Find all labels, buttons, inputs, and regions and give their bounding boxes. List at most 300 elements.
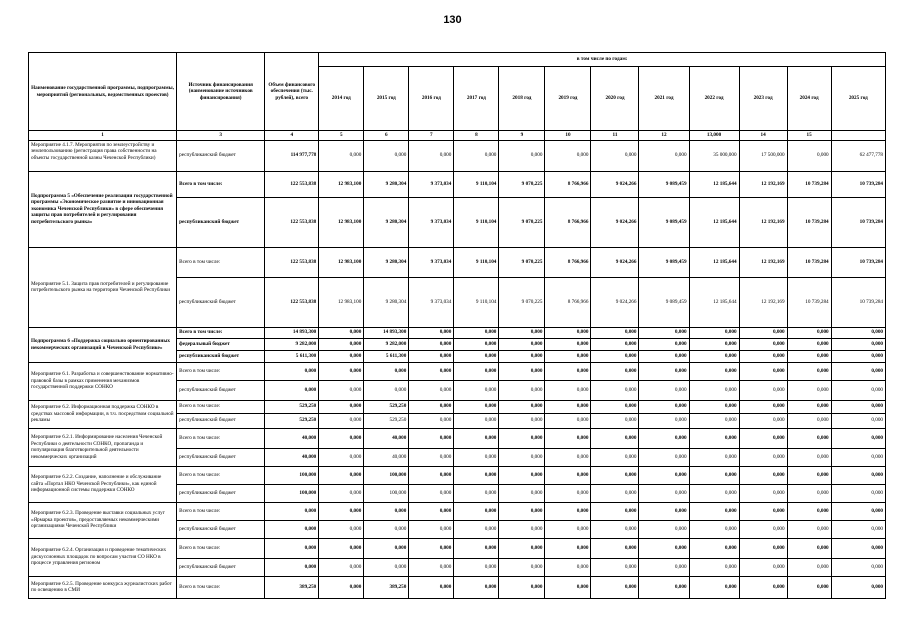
year-value: 0,000 — [689, 338, 739, 350]
year-value: 0,000 — [739, 502, 787, 520]
year-value: 0,000 — [364, 538, 409, 558]
column-number: 15 — [787, 131, 831, 141]
row-total: 9 282,000 — [265, 338, 319, 350]
year-value: 0,000 — [364, 502, 409, 520]
year-value: 0,000 — [454, 558, 499, 576]
year-value: 0,000 — [499, 448, 545, 466]
year-value: 0,000 — [787, 576, 831, 598]
year-value: 9 280,304 — [364, 171, 409, 197]
row-source: Всего в том числе: — [177, 400, 265, 413]
column-number: 5 — [319, 131, 364, 141]
year-value: 12 983,100 — [319, 171, 364, 197]
row-source: республиканский бюджет — [177, 140, 265, 171]
year-value: 9 373,034 — [409, 197, 454, 247]
year-value: 0,000 — [454, 140, 499, 171]
year-value: 0,000 — [545, 484, 591, 502]
row-total: 40,000 — [265, 448, 319, 466]
year-value: 0,000 — [689, 413, 739, 428]
year-value: 0,000 — [364, 380, 409, 400]
row-source: Всего в том числе: — [177, 502, 265, 520]
header-year: 2022 год — [689, 67, 739, 131]
row-total: 40,000 — [265, 428, 319, 448]
year-value: 0,000 — [591, 558, 639, 576]
year-value: 9 070,225 — [499, 171, 545, 197]
year-value: 0,000 — [689, 466, 739, 484]
year-value: 0,000 — [787, 140, 831, 171]
year-value: 8 766,966 — [545, 197, 591, 247]
header-name: Наименование государственной программы, подпрограммы, мероприятий (региональных, ведомственных проектов) — [29, 53, 177, 131]
row-total: 122 553,838 — [265, 171, 319, 197]
year-value: 0,000 — [409, 576, 454, 598]
row-total: 0,000 — [265, 520, 319, 538]
year-value: 9 089,459 — [639, 197, 689, 247]
year-value: 9 089,459 — [639, 247, 689, 277]
year-value: 0,000 — [499, 484, 545, 502]
row-source: республиканский бюджет — [177, 350, 265, 362]
year-value: 0,000 — [639, 380, 689, 400]
row-name-cell — [29, 327, 177, 362]
year-value: 9 110,104 — [454, 171, 499, 197]
year-value: 10 739,284 — [787, 171, 831, 197]
year-value: 0,000 — [739, 327, 787, 338]
row-source: республиканский бюджет — [177, 277, 265, 327]
year-value: 0,000 — [787, 380, 831, 400]
year-value: 0,000 — [409, 350, 454, 362]
year-value: 9 089,459 — [639, 171, 689, 197]
year-value: 0,000 — [689, 448, 739, 466]
year-value: 0,000 — [689, 400, 739, 413]
table-row — [29, 362, 886, 380]
year-value: 0,000 — [499, 140, 545, 171]
row-name: Мероприятие 6.1. Разработка и совершенствование нормативно-правовой базы в рамках применения механизмов государственной поддержки СОНКО — [31, 371, 174, 391]
row-total: 529,250 — [265, 413, 319, 428]
year-value: 0,000 — [739, 558, 787, 576]
row-name: Мероприятие 4.1.7. Мероприятия по землеустройству и землепользованию (регистрация права собственности на объекты государственной казны Чеченской Республики) — [31, 141, 157, 161]
year-value: 0,000 — [409, 413, 454, 428]
year-value: 0,000 — [639, 362, 689, 380]
year-value: 9 110,104 — [454, 247, 499, 277]
year-value: 0,000 — [739, 428, 787, 448]
year-value: 0,000 — [499, 576, 545, 598]
year-value: 0,000 — [639, 576, 689, 598]
year-value: 9 280,304 — [364, 197, 409, 247]
row-total: 0,000 — [265, 558, 319, 576]
year-value: 0,000 — [364, 362, 409, 380]
year-value: 0,000 — [409, 466, 454, 484]
year-value: 0,000 — [591, 327, 639, 338]
year-value: 0,000 — [454, 338, 499, 350]
year-value: 5 611,300 — [364, 350, 409, 362]
year-value: 9 280,304 — [364, 277, 409, 327]
year-value: 0,000 — [454, 428, 499, 448]
year-value: 0,000 — [591, 428, 639, 448]
header-year: 2018 год — [499, 67, 545, 131]
year-value: 0,000 — [831, 466, 885, 484]
year-value: 10 739,284 — [787, 247, 831, 277]
year-value: 0,000 — [545, 576, 591, 598]
year-value: 12 192,169 — [739, 197, 787, 247]
table-row — [29, 538, 886, 558]
table-row — [29, 502, 886, 520]
year-value: 0,000 — [409, 362, 454, 380]
header-year: 2021 год — [639, 67, 689, 131]
row-source: Всего в том числе: — [177, 362, 265, 380]
year-value: 0,000 — [591, 538, 639, 558]
year-value: 0,000 — [409, 428, 454, 448]
year-value: 0,000 — [545, 338, 591, 350]
row-source: республиканский бюджет — [177, 413, 265, 428]
year-value: 0,000 — [739, 576, 787, 598]
row-name-cell — [29, 466, 177, 502]
year-value: 0,000 — [409, 448, 454, 466]
year-value: 62 477,778 — [831, 140, 885, 171]
year-value: 0,000 — [787, 400, 831, 413]
row-source: Всего в том числе: — [177, 576, 265, 598]
year-value: 0,000 — [499, 400, 545, 413]
year-value: 0,000 — [639, 502, 689, 520]
year-value: 0,000 — [639, 140, 689, 171]
row-total: 0,000 — [265, 380, 319, 400]
row-total: 122 553,838 — [265, 197, 319, 247]
year-value: 9 070,225 — [499, 277, 545, 327]
column-number — [831, 131, 885, 141]
year-value: 0,000 — [499, 327, 545, 338]
row-name: Мероприятие 5.1. Защита прав потребителей и регулирование потребительского рынка на территории Чеченской Республики — [31, 280, 171, 293]
year-value: 100,000 — [364, 466, 409, 484]
year-value: 0,000 — [319, 362, 364, 380]
row-source: Всего в том числе: — [177, 247, 265, 277]
row-source: республиканский бюджет — [177, 380, 265, 400]
year-value: 0,000 — [319, 538, 364, 558]
year-value: 0,000 — [831, 350, 885, 362]
row-source: республиканский бюджет — [177, 484, 265, 502]
year-value: 0,000 — [739, 362, 787, 380]
year-value: 0,000 — [319, 484, 364, 502]
year-value: 14 893,300 — [364, 327, 409, 338]
row-source: республиканский бюджет — [177, 448, 265, 466]
year-value: 0,000 — [319, 502, 364, 520]
year-value: 9 110,104 — [454, 197, 499, 247]
year-value: 0,000 — [499, 362, 545, 380]
year-value: 9 373,034 — [409, 247, 454, 277]
row-source: Всего в том числе: — [177, 466, 265, 484]
column-number: 3 — [177, 131, 265, 141]
row-source: Всего в том числе: — [177, 327, 265, 338]
year-value: 529,250 — [364, 400, 409, 413]
financing-table — [28, 52, 886, 599]
row-source: республиканский бюджет — [177, 520, 265, 538]
year-value: 9 024,266 — [591, 277, 639, 327]
year-value: 0,000 — [364, 140, 409, 171]
row-source: федеральный бюджет — [177, 338, 265, 350]
table-row — [29, 327, 886, 338]
row-name-cell — [29, 538, 177, 576]
year-value: 0,000 — [689, 327, 739, 338]
year-value: 0,000 — [364, 558, 409, 576]
column-number: 4 — [265, 131, 319, 141]
year-value: 12 983,100 — [319, 247, 364, 277]
row-name: Мероприятие 6.2. Информационная поддержка СОНКО в средствах массовой информации, в т.ч. посредством социальной рекламы — [31, 404, 174, 424]
header-year: 2017 год — [454, 67, 499, 131]
year-value: 0,000 — [591, 448, 639, 466]
year-value: 0,000 — [787, 338, 831, 350]
row-name-cell — [29, 362, 177, 400]
row-total: 0,000 — [265, 538, 319, 558]
year-value: 0,000 — [499, 338, 545, 350]
year-value: 10 739,284 — [831, 277, 885, 327]
year-value: 0,000 — [831, 338, 885, 350]
year-value: 35 000,000 — [689, 140, 739, 171]
year-value: 0,000 — [499, 380, 545, 400]
year-value: 12 983,100 — [319, 197, 364, 247]
row-source: республиканский бюджет — [177, 558, 265, 576]
column-number: 8 — [454, 131, 499, 141]
year-value: 17 500,000 — [739, 140, 787, 171]
year-value: 0,000 — [787, 502, 831, 520]
year-value: 0,000 — [639, 338, 689, 350]
year-value: 0,000 — [319, 338, 364, 350]
year-value: 0,000 — [831, 380, 885, 400]
year-value: 0,000 — [454, 448, 499, 466]
year-value: 0,000 — [831, 428, 885, 448]
year-value: 0,000 — [831, 558, 885, 576]
year-value: 0,000 — [591, 350, 639, 362]
year-value: 0,000 — [787, 428, 831, 448]
column-number: 13,000 — [689, 131, 739, 141]
year-value: 9 373,034 — [409, 277, 454, 327]
column-number: 6 — [364, 131, 409, 141]
year-value: 0,000 — [831, 400, 885, 413]
year-value: 0,000 — [545, 140, 591, 171]
row-name: Подпрограмма 6 «Поддержка социально ориентированных некоммерческих организаций в Чеченской Республике» — [31, 338, 170, 351]
year-value: 0,000 — [545, 520, 591, 538]
header-year: 2015 год — [364, 67, 409, 131]
year-value: 0,000 — [454, 380, 499, 400]
header-total: Объем финансового обеспечения (тыс. рублей), всего — [265, 53, 319, 131]
header-year: 2014 год — [319, 67, 364, 131]
year-value: 0,000 — [409, 520, 454, 538]
year-value: 0,000 — [639, 350, 689, 362]
year-value: 0,000 — [409, 400, 454, 413]
year-value: 0,000 — [739, 338, 787, 350]
year-value: 0,000 — [591, 338, 639, 350]
year-value: 0,000 — [545, 428, 591, 448]
year-value: 0,000 — [787, 520, 831, 538]
year-value: 0,000 — [545, 400, 591, 413]
year-value: 12 192,169 — [739, 247, 787, 277]
year-value: 0,000 — [409, 380, 454, 400]
year-value: 0,000 — [454, 413, 499, 428]
year-value: 12 192,169 — [739, 277, 787, 327]
year-value: 0,000 — [689, 502, 739, 520]
year-value: 10 739,284 — [831, 197, 885, 247]
year-value: 0,000 — [787, 558, 831, 576]
row-total: 100,000 — [265, 484, 319, 502]
year-value: 0,000 — [319, 400, 364, 413]
row-name-cell — [29, 247, 177, 327]
year-value: 0,000 — [739, 466, 787, 484]
year-value: 9 373,034 — [409, 171, 454, 197]
year-value: 0,000 — [639, 428, 689, 448]
year-value: 9 024,266 — [591, 247, 639, 277]
year-value: 12 185,644 — [689, 197, 739, 247]
year-value: 0,000 — [319, 448, 364, 466]
year-value: 12 983,100 — [319, 277, 364, 327]
year-value: 0,000 — [319, 428, 364, 448]
year-value: 0,000 — [787, 484, 831, 502]
row-name: Мероприятие 6.2.2. Создание, наполнение и обслуживание сайта «Портал НКО Чеченской Республики», как единой информационной системы поддержки СОНКО — [31, 474, 162, 494]
year-value: 0,000 — [499, 538, 545, 558]
year-value: 0,000 — [499, 466, 545, 484]
year-value: 0,000 — [831, 327, 885, 338]
year-value: 9 110,104 — [454, 277, 499, 327]
row-source: Всего в том числе: — [177, 171, 265, 197]
year-value: 0,000 — [454, 362, 499, 380]
year-value: 0,000 — [454, 538, 499, 558]
year-value: 0,000 — [499, 558, 545, 576]
row-source: республиканский бюджет — [177, 197, 265, 247]
year-value: 0,000 — [689, 520, 739, 538]
header-year: 2020 год — [591, 67, 639, 131]
year-value: 0,000 — [787, 538, 831, 558]
year-value: 12 185,644 — [689, 171, 739, 197]
year-value: 0,000 — [319, 576, 364, 598]
year-value: 0,000 — [499, 413, 545, 428]
table-row — [29, 400, 886, 413]
year-value: 0,000 — [545, 380, 591, 400]
year-value: 0,000 — [831, 413, 885, 428]
table-row — [29, 466, 886, 484]
year-value: 0,000 — [831, 576, 885, 598]
row-name: Мероприятие 6.2.5. Проведение конкурса журналистских работ по освещению в СМИ — [31, 580, 172, 593]
year-value: 0,000 — [364, 520, 409, 538]
table-row — [29, 140, 886, 171]
year-value: 0,000 — [639, 484, 689, 502]
year-value: 0,000 — [831, 520, 885, 538]
year-value: 40,000 — [364, 448, 409, 466]
header-year: 2016 год — [409, 67, 454, 131]
year-value: 0,000 — [591, 413, 639, 428]
row-name-cell — [29, 400, 177, 428]
year-value: 0,000 — [787, 362, 831, 380]
year-value: 0,000 — [545, 466, 591, 484]
year-value: 0,000 — [591, 380, 639, 400]
year-value: 0,000 — [545, 350, 591, 362]
year-value: 0,000 — [831, 502, 885, 520]
year-value: 0,000 — [591, 400, 639, 413]
column-number: 9 — [499, 131, 545, 141]
year-value: 0,000 — [689, 576, 739, 598]
year-value: 389,250 — [364, 576, 409, 598]
year-value: 100,000 — [364, 484, 409, 502]
row-total: 122 553,838 — [265, 247, 319, 277]
year-value: 9 024,266 — [591, 197, 639, 247]
column-number: 10 — [545, 131, 591, 141]
year-value: 8 766,966 — [545, 277, 591, 327]
year-value: 0,000 — [591, 140, 639, 171]
year-value: 0,000 — [319, 350, 364, 362]
year-value: 0,000 — [739, 448, 787, 466]
year-value: 0,000 — [639, 448, 689, 466]
year-value: 0,000 — [639, 538, 689, 558]
year-value: 0,000 — [591, 576, 639, 598]
year-value: 0,000 — [689, 350, 739, 362]
row-name-cell — [29, 576, 177, 598]
year-value: 0,000 — [454, 327, 499, 338]
year-value: 9 280,304 — [364, 247, 409, 277]
year-value: 0,000 — [739, 484, 787, 502]
year-value: 0,000 — [454, 502, 499, 520]
year-value: 0,000 — [454, 350, 499, 362]
year-value: 0,000 — [409, 140, 454, 171]
year-value: 0,000 — [545, 413, 591, 428]
year-value: 0,000 — [319, 327, 364, 338]
table-row — [29, 247, 886, 277]
year-value: 0,000 — [409, 558, 454, 576]
year-value: 0,000 — [787, 327, 831, 338]
year-value: 0,000 — [689, 538, 739, 558]
year-value: 0,000 — [591, 502, 639, 520]
year-value: 0,000 — [639, 520, 689, 538]
year-value: 40,000 — [364, 428, 409, 448]
year-value: 0,000 — [639, 466, 689, 484]
year-value: 0,000 — [454, 466, 499, 484]
year-value: 0,000 — [454, 484, 499, 502]
row-source: Всего в том числе: — [177, 428, 265, 448]
row-name-cell — [29, 171, 177, 247]
row-name: Подпрограмма 5 «Обеспечение реализации государственной программы «Экономическое развитие и инновационная экономика Чеченской Республики» в сфере обеспечения защиты прав потребителей и регулирования потребительского рынка» — [31, 192, 173, 225]
year-value: 0,000 — [831, 538, 885, 558]
row-total: 100,000 — [265, 466, 319, 484]
year-value: 0,000 — [499, 428, 545, 448]
year-value: 0,000 — [739, 413, 787, 428]
year-value: 10 739,284 — [831, 171, 885, 197]
year-value: 10 739,284 — [787, 277, 831, 327]
year-value: 9 070,225 — [499, 197, 545, 247]
year-value: 10 739,284 — [831, 247, 885, 277]
year-value: 9 089,459 — [639, 277, 689, 327]
row-total: 14 893,300 — [265, 327, 319, 338]
year-value: 0,000 — [787, 466, 831, 484]
table-row — [29, 171, 886, 197]
row-total: 389,250 — [265, 576, 319, 598]
table-row — [29, 428, 886, 448]
year-value: 0,000 — [591, 484, 639, 502]
row-total: 0,000 — [265, 362, 319, 380]
row-total: 114 977,778 — [265, 140, 319, 171]
year-value: 0,000 — [409, 538, 454, 558]
year-value: 0,000 — [787, 448, 831, 466]
row-source: Всего в том числе: — [177, 538, 265, 558]
year-value: 0,000 — [639, 327, 689, 338]
row-total: 122 553,838 — [265, 277, 319, 327]
year-value: 0,000 — [739, 520, 787, 538]
year-value: 0,000 — [739, 538, 787, 558]
year-value: 0,000 — [591, 520, 639, 538]
year-value: 0,000 — [409, 502, 454, 520]
year-value: 0,000 — [319, 520, 364, 538]
year-value: 0,000 — [831, 362, 885, 380]
year-value: 0,000 — [499, 502, 545, 520]
year-value: 0,000 — [831, 448, 885, 466]
year-value: 0,000 — [739, 380, 787, 400]
year-value: 0,000 — [639, 413, 689, 428]
row-name-cell — [29, 140, 177, 171]
column-number: 11 — [591, 131, 639, 141]
row-name: Мероприятие 6.2.4. Организация и проведение тематических дискуссионных площадок по вопросам участия СО НКО в процессе управления регионом — [31, 547, 167, 567]
year-value: 0,000 — [831, 484, 885, 502]
year-value: 0,000 — [545, 362, 591, 380]
